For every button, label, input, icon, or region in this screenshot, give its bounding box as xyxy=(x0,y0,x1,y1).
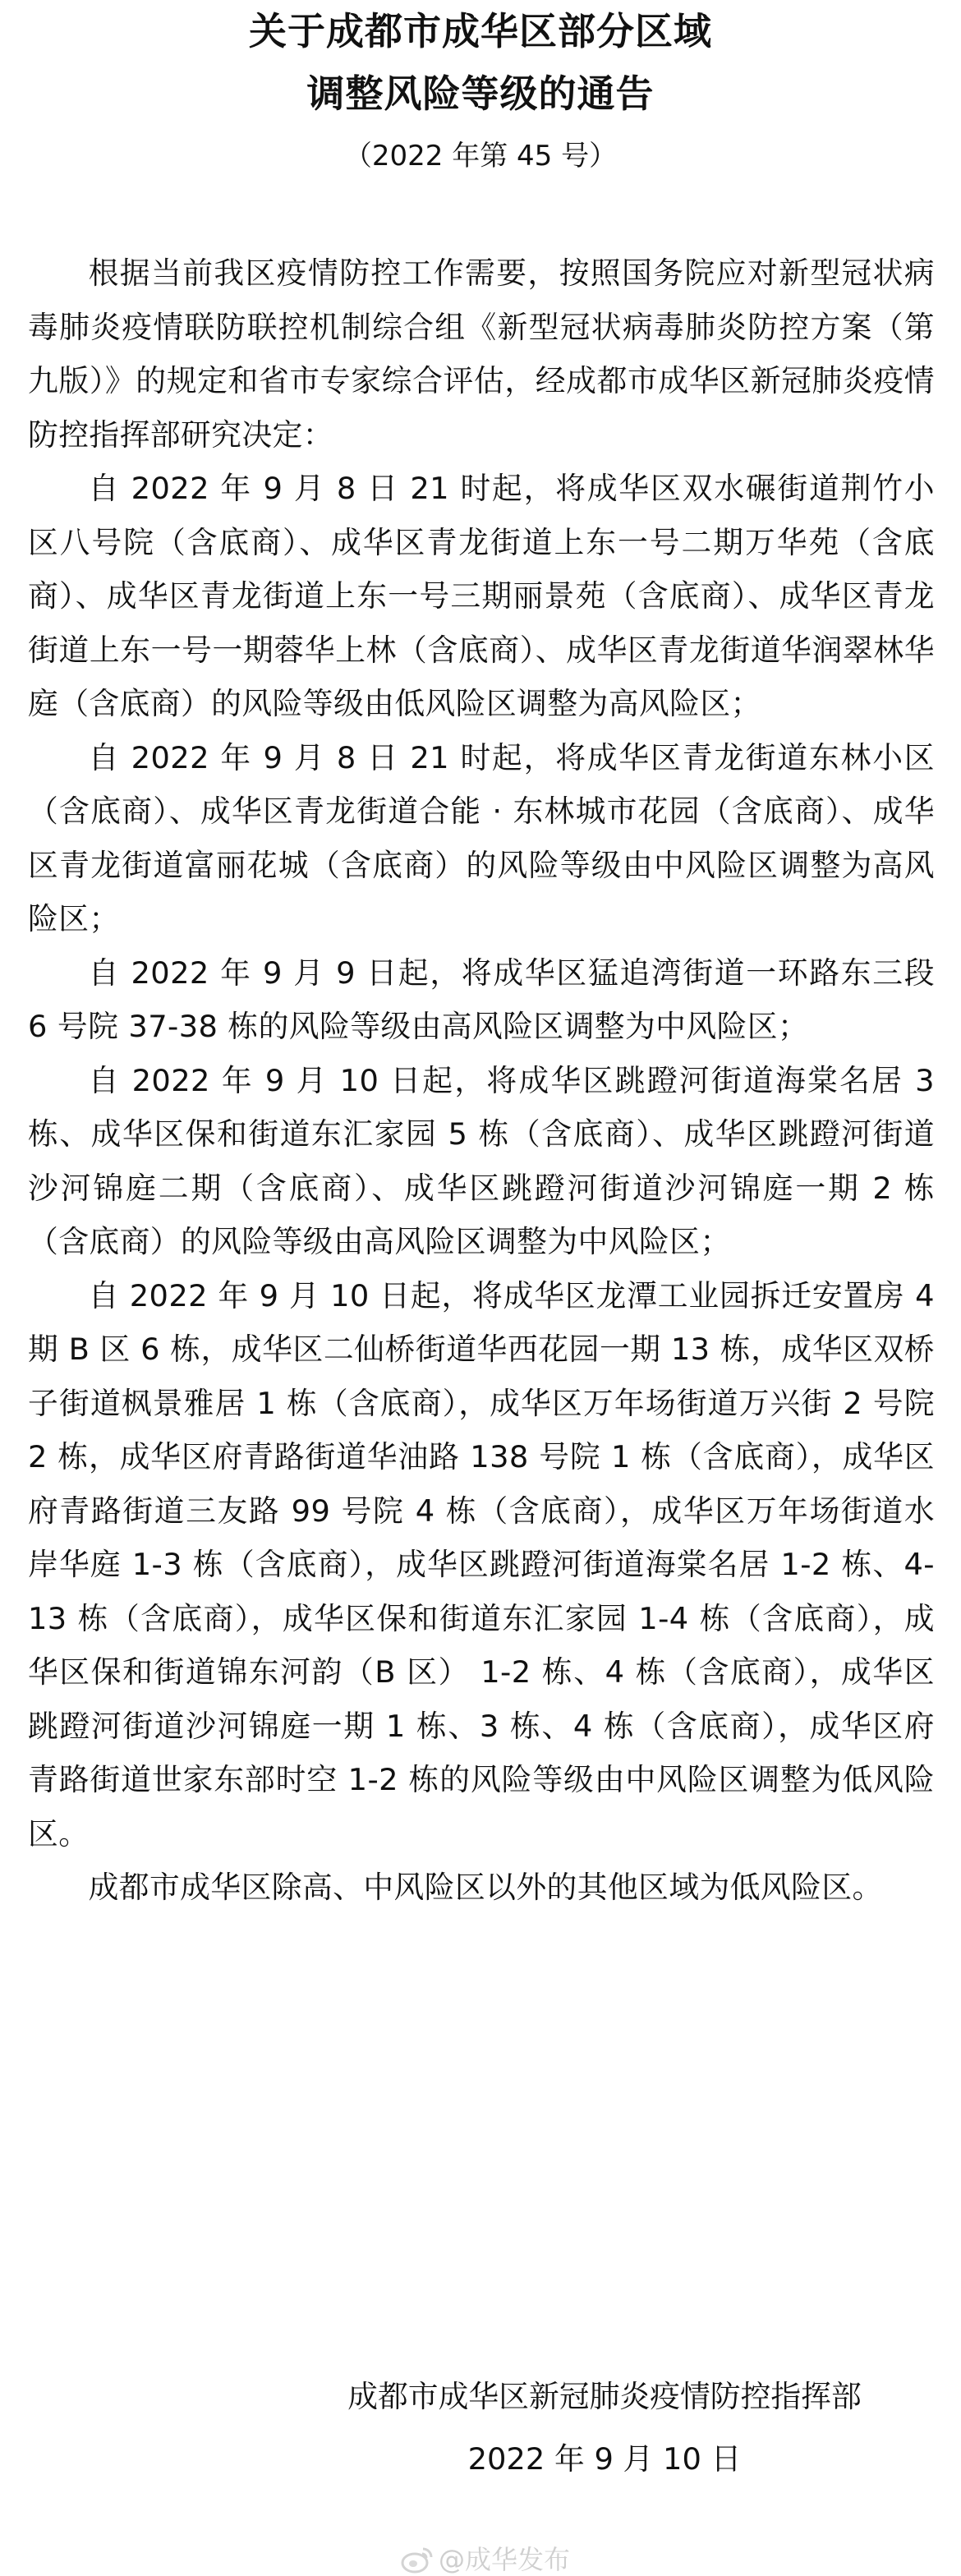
paragraph-item: 自 2022 年 9 月 10 日起，将成华区龙潭工业园拆迁安置房 4 期 B 区 6 栋，成华区二仙桥街道华西花园一期 13 栋，成华区双桥子街道枫景雅居 1 栋（含底商），成华区万年场街道万兴街 2 号院 2 栋，成华区府青路街道华油路 138 号院 1 栋（含底商），成华区府青路街道三友路 99 号院 4 栋（含底商），成华区万年场街道水岸华庭 1-3 栋（含底商），成华区跳蹬河街道海棠名居 1-2 栋、4-13 栋（含底商），成华区保和街道东汇家园 1-4 栋（含底商），成华区保和街道锦东河韵（B 区） 1-2 栋、4 栋（含底商），成华区跳蹬河街道沙河锦庭一期 1 栋、3 栋、4 栋（含底商），成华区府青路街道世家东部时空 1-2 栋的风险等级由中风险区调整为低风险区。 xyxy=(28,1277,935,1852)
notice-title-line-1: 关于成都市成华区部分区域 xyxy=(249,9,712,53)
paragraph-closing: 成都市成华区除高、中风险区以外的其他区域为低风险区。 xyxy=(88,1870,883,1905)
notice-body xyxy=(28,246,935,1915)
watermark xyxy=(401,2543,570,2576)
paragraph-item: 自 2022 年 9 月 9 日起，将成华区猛追湾街道一环路东三段 6 号院 37-38 栋的风险等级由高风险区调整为中风险区； xyxy=(28,954,935,1044)
paragraph-item: 自 2022 年 9 月 8 日 21 时起，将成华区双水碾街道荆竹小区八号院（含底商）、成华区青龙街道上东一号二期万华苑（含底商）、成华区青龙街道上东一号三期丽景苑（含底商）、成华区青龙街道上东一号一期蓉华上林（含底商）、成华区青龙街道华润翠林华庭（含底商）的风险等级由低风险区调整为高风险区； xyxy=(28,471,935,721)
issue-date: 2022 年 9 月 10 日 xyxy=(467,2441,742,2477)
paragraph-intro: 根据当前我区疫情防控工作需要，按照国务院应对新型冠状病毒肺炎疫情联防联控机制综合组《新型冠状病毒肺炎防控方案（第九版）》的规定和省市专家综合评估，经成都市成华区新冠肺炎疫情防控指挥部研究决定： xyxy=(28,255,935,453)
paragraph-item: 自 2022 年 9 月 8 日 21 时起，将成华区青龙街道东林小区（含底商）、成华区青龙街道合能 · 东林城市花园（含底商）、成华区青龙街道富丽花城（含底商）的风险等级由中风险区调整为高风险区； xyxy=(28,739,935,936)
issuing-organization: 成都市成华区新冠肺炎疫情防控指挥部 xyxy=(347,2379,862,2414)
notice-title-line-2: 调整风险等级的通告 xyxy=(306,71,655,116)
weibo-icon xyxy=(401,2546,434,2574)
watermark-text: @成华发布 xyxy=(439,2544,571,2575)
paragraph-item: 自 2022 年 9 月 10 日起，将成华区跳蹬河街道海棠名居 3 栋、成华区保和街道东汇家园 5 栋（含底商）、成华区跳蹬河街道沙河锦庭二期（含底商）、成华区跳蹬河街道沙河锦庭一期 2 栋（含底商）的风险等级由高风险区调整为中风险区； xyxy=(28,1062,935,1259)
document-number: （2022 年第 45 号） xyxy=(343,140,618,172)
